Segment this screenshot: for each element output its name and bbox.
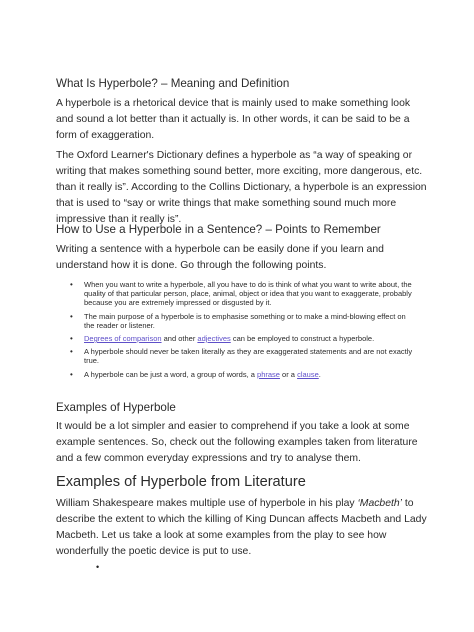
point-text: A hyperbole can be just a word, a group of words, a: [84, 369, 258, 379]
list-item: [56, 312, 414, 330]
paragraph-examples-intro: It would be a lot simpler and easier to comprehend if you take a look at some example sentences. So, check out the following examples taken from literature and a few common everyday expressions and try to analyse them.: [56, 421, 418, 464]
point-text: and other: [161, 334, 198, 344]
point-text: .: [318, 369, 321, 379]
phrase-link[interactable]: phrase: [257, 369, 280, 379]
points-list: [56, 280, 428, 379]
heading-examples-literature: Examples of Hyperbole from Literature: [56, 474, 306, 490]
point-text: When you want to write a hyperbole, all you have to do is think of what you want to write about, the quality of that particular person, place, animal, object or idea that you want to exaggerate, probably because you are extremely impressed or disgusted by it.: [84, 280, 412, 308]
macbeth-text: William Shakespeare makes multiple use of hyperbole in his play: [56, 498, 358, 509]
point-text: A hyperbole should never be taken literally as they are exaggerated statements and are not exactly true.: [84, 347, 413, 366]
adjectives-link[interactable]: adjectives: [197, 334, 231, 344]
paragraph-definition: A hyperbole is a rhetorical device that is mainly used to make something look and sound a lot better than it actually is. In other words, it can be said to be a form of exaggeration.: [56, 98, 411, 141]
paragraph-points-intro: Writing a sentence with a hyperbole can be easily done if you learn and understand how it is done. Go through the following points.: [56, 244, 384, 271]
bullet-icon: •: [70, 369, 73, 379]
heading-meaning: What Is Hyperbole? – Meaning and Definition: [56, 77, 290, 90]
list-item: [56, 347, 414, 365]
heading-how-to-use: How to Use a Hyperbole in a Sentence? – Points to Remember: [56, 223, 381, 236]
paragraph-macbeth: [56, 496, 428, 560]
macbeth-title: ‘Macbeth’: [357, 498, 402, 509]
degrees-of-comparison-link[interactable]: Degrees of comparison: [84, 334, 162, 344]
bullet-icon: •: [70, 311, 73, 321]
macbeth-text: to describe the extent to which the killing of King Duncan affects Macbeth and Lady Macbeth. Let us take a look at some examples from the play to see how wonderfully the poetic device is put to use.: [56, 498, 427, 557]
clause-link[interactable]: clause: [297, 369, 319, 379]
point-text: The main purpose of a hyperbole is to emphasise something or to make a mind-blowing effect on the reader or listener.: [84, 311, 406, 330]
point-text: or a: [279, 369, 298, 379]
bullet-icon: •: [70, 334, 73, 344]
list-item: [56, 280, 414, 308]
paragraph-dictionary: The Oxford Learner's Dictionary defines a hyperbole as “a way of speaking or writing that makes something sound better, more exciting, more dangerous, etc. than it really is”. According to the Collins Dictionary, a hyperbole is an expression that is used to “say or write things that make something sound much more impressive than it really is”.: [56, 150, 427, 225]
bullet-icon: •: [96, 562, 100, 572]
bullet-icon: •: [70, 347, 73, 357]
heading-examples: Examples of Hyperbole: [56, 401, 176, 414]
point-text: can be employed to construct a hyperbole.: [230, 334, 375, 344]
list-item: [56, 370, 414, 379]
bullet-icon: •: [70, 280, 73, 289]
list-item: [56, 334, 414, 343]
